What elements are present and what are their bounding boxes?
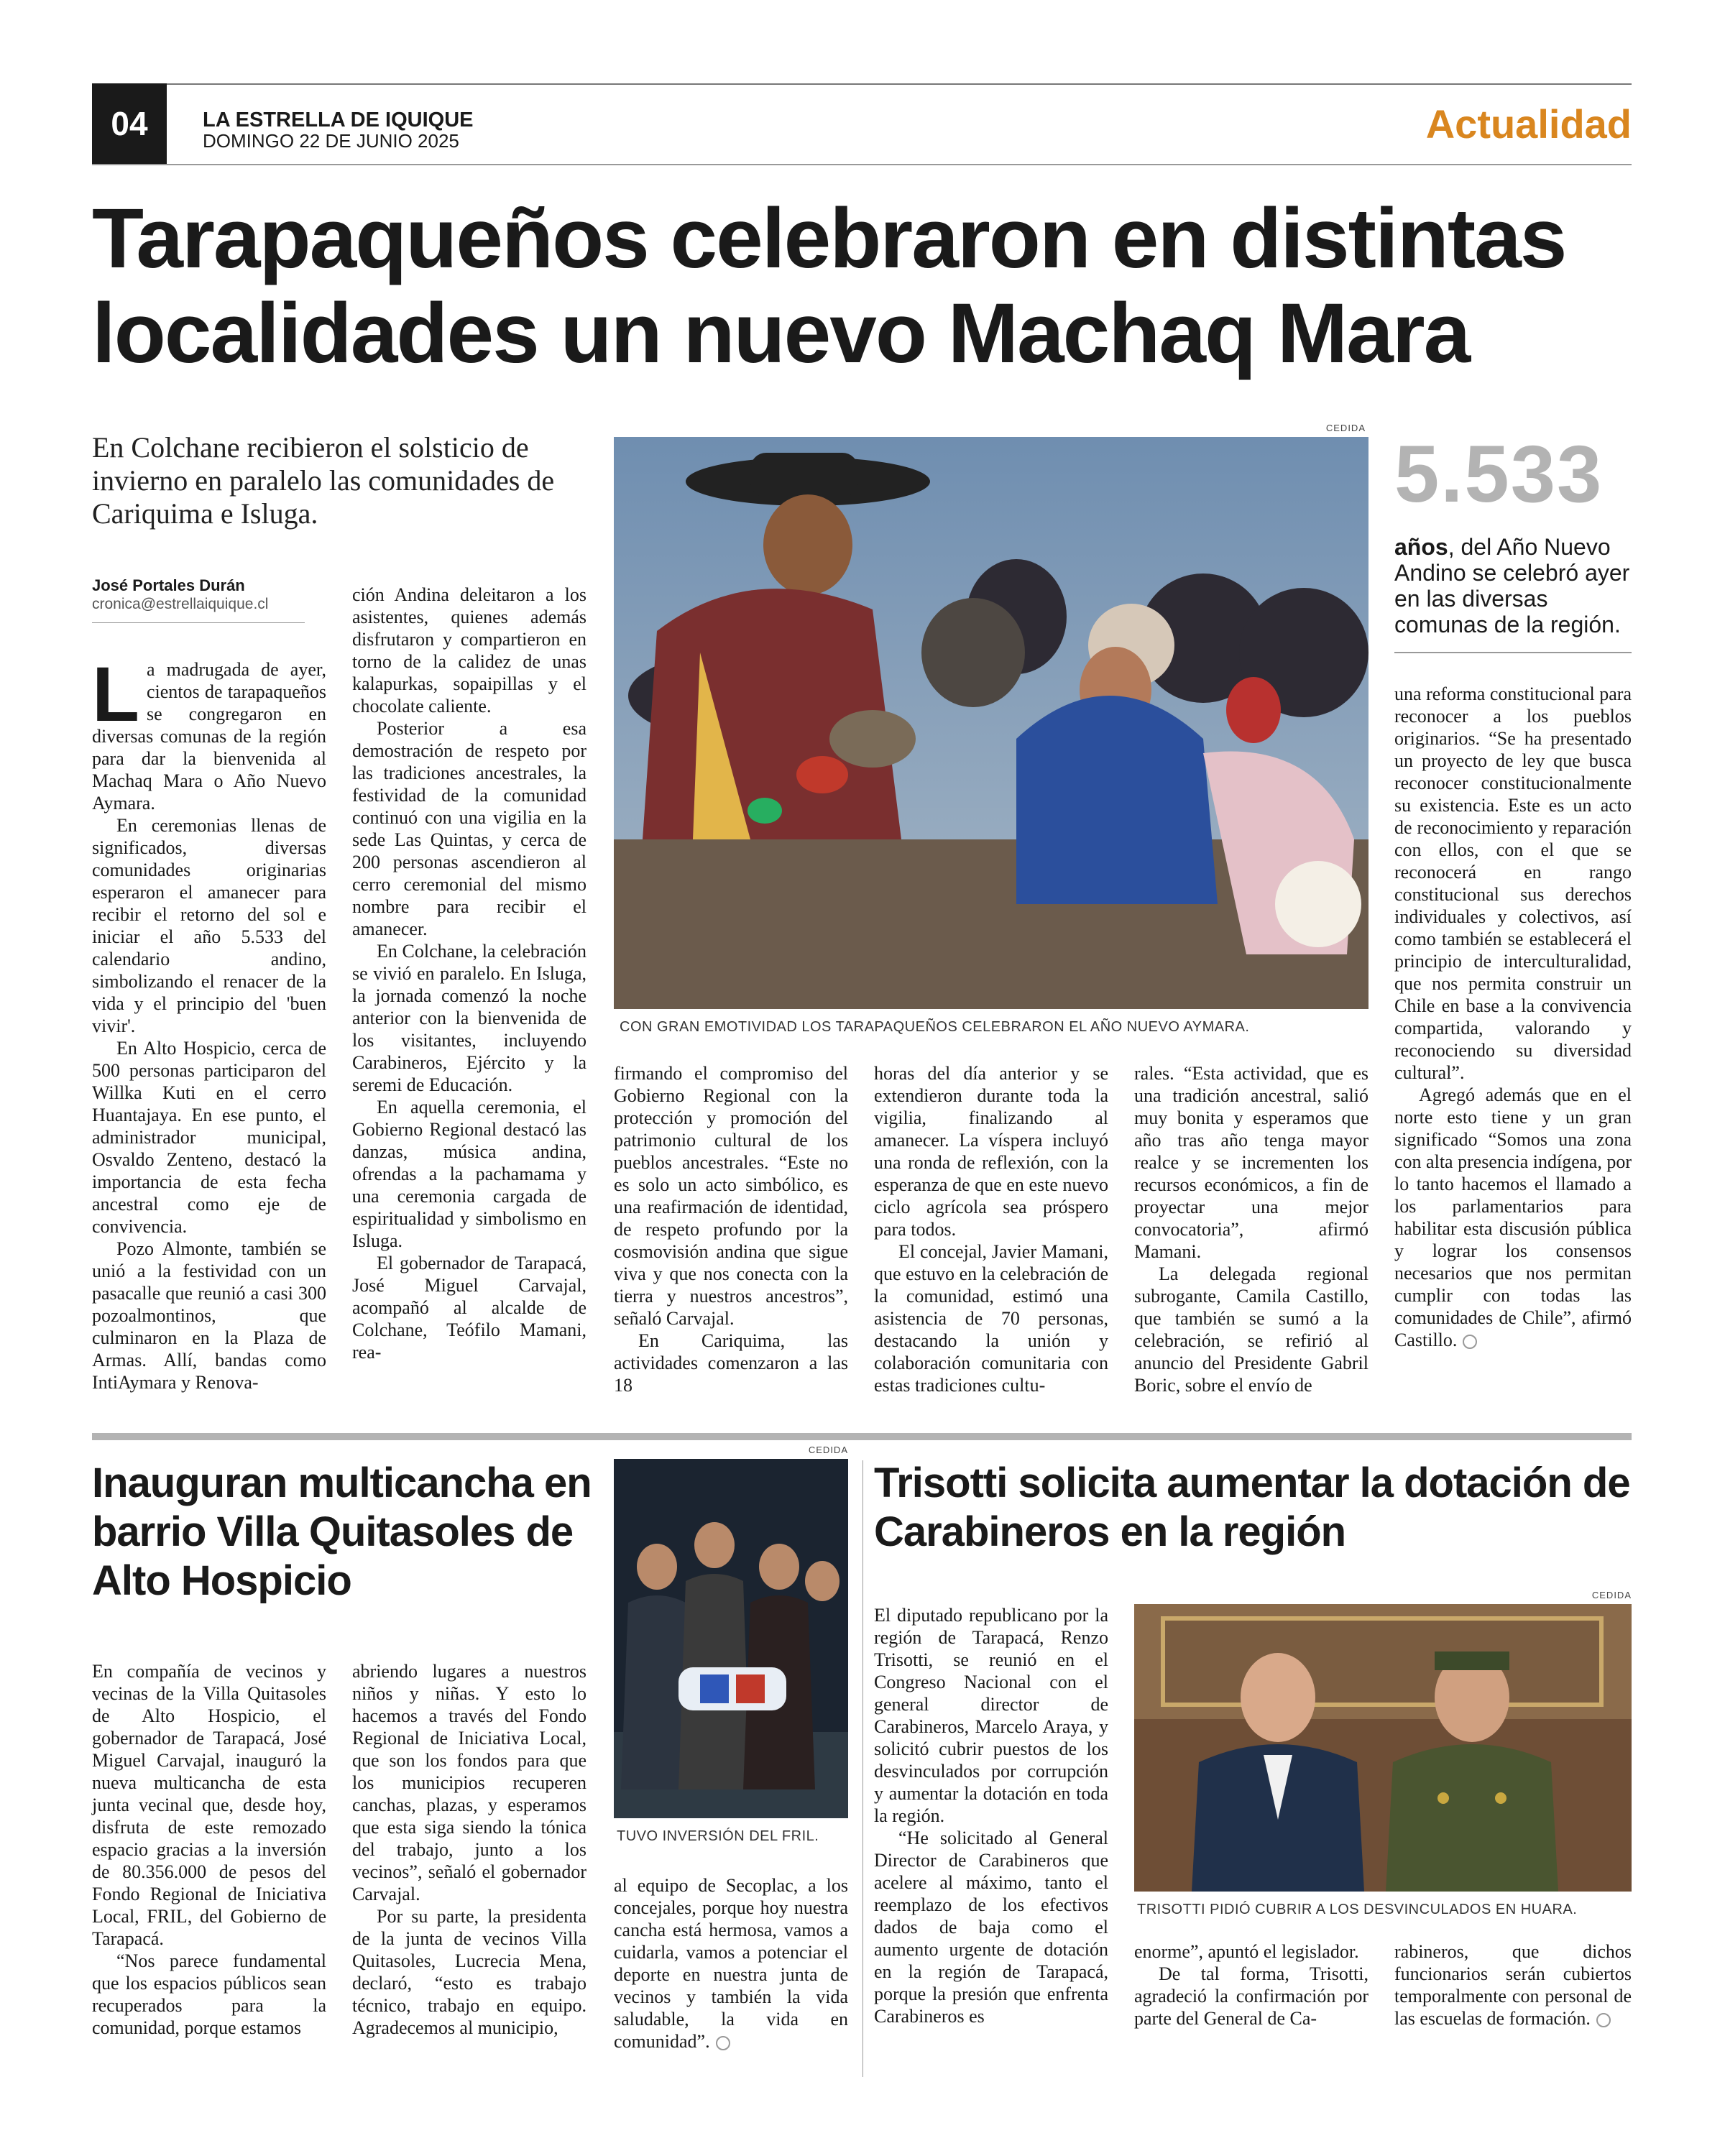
- paragraph: enorme”, apuntó el legislador.: [1134, 1941, 1359, 1962]
- highlight-bold: años: [1394, 534, 1448, 560]
- paragraph: “Nos parece fundamental que los espacios públicos sean recuperados para la comunidad, porque estamos: [92, 1950, 326, 2038]
- story2-column-3: [614, 1874, 848, 2053]
- paragraph: ción Andina deleitaron a los asistentes, quienes además disfrutaron y compartieron en torno de la calidez de unas kalapurkas, sopaipillas y el chocolate caliente.: [352, 584, 586, 717]
- paragraph: En compañía de vecinos y vecinas de la Villa Quitasoles de Alto Hospicio, el gobernador de Tarapacá, José Miguel Carvajal, inauguró la nueva multicancha de esta junta vecinal que, desde hoy, disfruta de este remozado espacio gracias a la inversión de 80.356.000 de pesos del Fondo Regional de Iniciativa Local, FRIL, del Gobierno de Tarapacá.: [92, 1661, 326, 1949]
- main-column-5: [1134, 1062, 1368, 1396]
- meeting-illustration: [1134, 1604, 1632, 1892]
- main-photo: [614, 437, 1368, 1009]
- byline-rule: [92, 622, 305, 623]
- ceremony-illustration: [614, 437, 1368, 1009]
- end-mark-icon: [1596, 2013, 1611, 2027]
- paragraph: El concejal, Javier Mamani, que estuvo en la celebración de la comunidad, estimó una asistencia de 70 personas, destacando la unión y colaboración comunitaria con estas tradiciones cultu-: [874, 1241, 1108, 1396]
- main-column-2: [352, 584, 586, 1363]
- highlight-rule: [1394, 652, 1632, 653]
- drop-cap: L: [92, 650, 139, 737]
- story3-photo-credit: CEDIDA: [1591, 1590, 1632, 1600]
- author-name: José Portales Durán: [92, 576, 245, 594]
- paragraph: En aquella ceremonia, el Gobierno Regional destacó las danzas, música andina, ofrendas a la pachamama y una ceremonia cargada de espiritualidad y simbolismo en Isluga.: [352, 1097, 586, 1251]
- paragraph: una reforma constitucional para reconocer a los pueblos originarios. “Se ha presentado un proyecto de ley que busca reconocer constitucionalmente su existencia. Este es un acto de reconocimiento y reparación con ellos, con el que se reconocerá en rango constitucional sus derechos individuales y colectivos, así como también se establecerá el principio de interculturalidad, que nos permita construir un Chile en base a la convivencia compartida, valorando y reconociendo su diversidad cultural”.: [1394, 683, 1632, 1083]
- paragraph: rales. “Esta actividad, que es una tradición ancestral, salió muy bonita y esperamos que año tras año tenga mayor realce y se incrementen los recursos económicos, a fin de proyectar una mejor convocatoria”, afirmó Mamani.: [1134, 1063, 1368, 1262]
- paragraph: al equipo de Secoplac, a los concejales, porque hoy nuestra cancha está hermosa, vamos a cuidarla, vamos a potenciar el deporte en nuestra junta de vecinos y también la vida saludable, la vida en comunidad”.: [614, 1875, 848, 2052]
- paragraph: Pozo Almonte, también se unió a la festividad con un pasacalle que reunió a casi 300 pozoalmontinos, que culminaron en la Plaza de Armas. Allí, bandas como IntiAymara y Renova-: [92, 1238, 326, 1393]
- main-deck: En Colchane recibieron el solsticio de invierno en paralelo las comunidades de Cariquima e Isluga.: [92, 431, 555, 530]
- paragraph: La madrugada de ayer, cientos de tarapaqueños se congregaron en diversas comunas de la región para dar la bienvenida al Machaq Mara o Año Nuevo Aymara.: [92, 650, 326, 814]
- paragraph: Posterior a esa demostración de respeto por las tradiciones ancestrales, la festividad de la comunidad continuó con una vigilia en la sede Las Quintas, y cerca de 200 personas ascendieron al cerro ceremonial del mismo nombre para recibir el amanecer.: [352, 718, 586, 939]
- paragraph: De tal forma, Trisotti, agradeció la confirmación por parte del General de Ca-: [1134, 1963, 1368, 2029]
- page-number: 04: [92, 83, 167, 164]
- story2-photo: [614, 1459, 848, 1818]
- story2-photo-caption: TUVO INVERSIÓN DEL FRIL.: [617, 1828, 819, 1844]
- story2-column-1: [92, 1660, 326, 2039]
- story3-photo: [1134, 1604, 1632, 1892]
- main-headline: Tarapaqueños celebraron en distintas localidades un nuevo Machaq Mara: [92, 191, 1566, 381]
- main-column-4: [874, 1062, 1108, 1396]
- story3-column-2: [1134, 1940, 1368, 2030]
- paragraph: firmando el compromiso del Gobierno Regional con la protección y promoción del patrimonio cultural de los pueblos ancestrales. “Este no es solo un acto simbólico, es una reafirmación de identidad, de respeto profundo por la cosmovisión andina que sigue viva y que nos conecta con la tierra y nuestros ancestros”, señaló Carvajal.: [614, 1063, 848, 1329]
- section-label: Actualidad: [1425, 101, 1632, 147]
- main-column-1: [92, 650, 326, 1393]
- photo-credit: CEDIDA: [1325, 423, 1366, 433]
- paragraph: abriendo lugares a nuestros niños y niñas. Y esto lo hacemos a través del Fondo Regional de Iniciativa Local, que son los fondos para que los municipios recuperen canchas, plazas, y esperamos que esta siga siendo la tónica del trabajo, junto a los vecinos”, señaló el gobernador Carvajal.: [352, 1661, 586, 1904]
- author-email: cronica@estrellaiquique.cl: [92, 596, 269, 612]
- story2-photo-credit: CEDIDA: [808, 1445, 848, 1455]
- newspaper-name: LA ESTRELLA DE IQUIQUE: [203, 109, 474, 132]
- paragraph: La delegada regional subrogante, Camila Castillo, que también se sumó a la celebración, se refirió al anuncio del Presidente Gabril Boric, sobre el envío de: [1134, 1263, 1368, 1396]
- paragraph: En ceremonias llenas de significados, diversas comunidades originarias esperaron el amanecer para recibir el retorno del sol e iniciar el año 5.533 del calendario andino, simbolizando el renacer de la vida y el principio del 'buen vivir'.: [92, 815, 326, 1036]
- issue-date: DOMINGO 22 DE JUNIO 2025: [203, 130, 459, 152]
- paragraph: En Alto Hospicio, cerca de 500 personas participaron del Willka Kuti en el cerro Huantajaya. En ese punto, el administrador municipal, Osvaldo Zenteno, destacó la importancia de esta fecha ancestral como eje de convivencia.: [92, 1038, 326, 1237]
- paragraph: horas del día anterior y se extendieron durante toda la vigilia, finalizando al amanecer. La víspera incluyó una ronda de reflexión, con la esperanza de que en este nuevo ciclo agrícola sea próspero para todos.: [874, 1063, 1108, 1240]
- end-mark-icon: [1463, 1335, 1477, 1349]
- highlight-number: 5.533: [1394, 429, 1604, 519]
- section-divider: [92, 1433, 1632, 1440]
- story3-column-3: [1394, 1940, 1632, 2030]
- story-divider: [862, 1460, 863, 2077]
- header-rule: [92, 164, 1632, 165]
- end-mark-icon: [716, 2036, 730, 2050]
- paragraph: rabineros, que dichos funcionarios serán cubiertos temporalmente con personal de las escuelas de formación.: [1394, 1941, 1632, 2029]
- main-column-3: [614, 1062, 848, 1396]
- story3-photo-caption: TRISOTTI PIDIÓ CUBRIR A LOS DESVINCULADOS EN HUARA.: [1137, 1902, 1578, 1917]
- main-column-6: [1394, 683, 1632, 1351]
- top-rule: [92, 83, 1632, 85]
- paragraph: En Cariquima, las actividades comenzaron a las 18: [614, 1330, 848, 1396]
- highlight-body: , del Año Nuevo Andino se celebró ayer en las diversas comunas de la región.: [1394, 534, 1630, 637]
- story2-headline: Inauguran multicancha en barrio Villa Quitasoles de Alto Hospicio: [92, 1460, 592, 1604]
- paragraph: Agregó además que en el norte esto tiene y un gran significado “Somos una zona con alta presencia indígena, por lo tanto hacemos el llamado a los parlamentarios para habilitar esta discusión pública y lograr los consensos necesarios que nos permitan cumplir con todas las comunidades de Chile”, afirmó Castillo.: [1394, 1084, 1632, 1350]
- story3-column-1: [874, 1604, 1108, 2027]
- story3-headline: Trisotti solicita aumentar la dotación de Carabineros en la región: [874, 1460, 1630, 1555]
- paragraph: El gobernador de Tarapacá, José Miguel Carvajal, acompañó al alcalde de Colchane, Teófilo Mamani, rea-: [352, 1253, 586, 1363]
- paragraph: Por su parte, la presidenta de la junta de vecinos Villa Quitasoles, Lucrecia Mena, declaró, “esto es trabajo técnico, trabajo en equipo. Agradecemos al municipio,: [352, 1906, 586, 2038]
- highlight-text: [1394, 534, 1632, 637]
- paragraph: En Colchane, la celebración se vivió en paralelo. En Isluga, la jornada comenzó la noche anterior con la bienvenida de los visitantes, incluyendo Carabineros, Ejército y la seremi de Educación.: [352, 941, 586, 1095]
- paragraph: El diputado republicano por la región de Tarapacá, Renzo Trisotti, se reunió en el Congreso Nacional con el general director de Carabineros, Marcelo Araya, y solicitó cubrir puestos de los desvinculados por corrupción y aumentar la dotación en toda la región.: [874, 1605, 1108, 1826]
- multicancha-illustration: [614, 1459, 848, 1818]
- paragraph: “He solicitado al General Director de Carabineros que acelere al máximo, tanto el reemplazo de los efectivos dados de baja como el aumento urgente de dotación en la región de Tarapacá, porque la presión que enfrenta Carabineros es: [874, 1828, 1108, 2027]
- story2-column-2: [352, 1660, 586, 2039]
- photo-caption: CON GRAN EMOTIVIDAD LOS TARAPAQUEÑOS CELEBRARON EL AÑO NUEVO AYMARA.: [620, 1019, 1250, 1035]
